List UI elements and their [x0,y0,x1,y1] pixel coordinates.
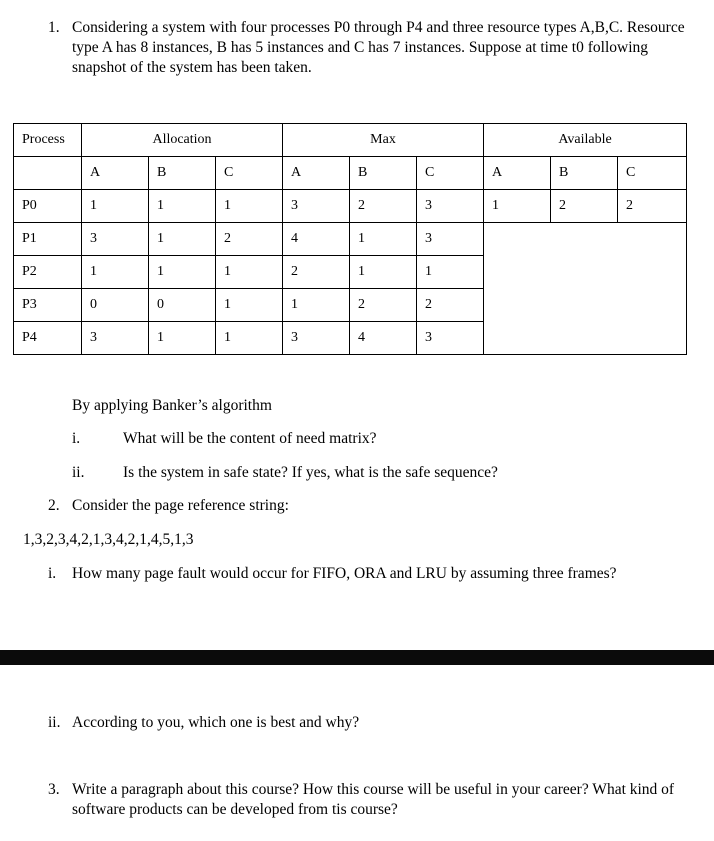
subheader-available-b: B [551,157,618,190]
question-2-sub-1-label: i. [48,565,57,582]
max-cell: 1 [350,223,417,256]
max-cell: 2 [350,289,417,322]
process-cell: P3 [14,289,82,322]
allocation-cell: 0 [149,289,216,322]
process-cell: P4 [14,322,82,355]
allocation-cell: 1 [216,289,283,322]
max-cell: 3 [417,190,484,223]
max-cell: 1 [283,289,350,322]
process-cell: P2 [14,256,82,289]
question-1-text: Considering a system with four processes P0 through P4 and three resource types A,B,C. Resource type A has 8 instances, B has 5 instances and C has 7 instances. Suppose at time t0 following snapshot of the system has been taken. [72,19,685,76]
subheader-max-a: A [283,157,350,190]
bankers-item-2-text: Is the system in safe state? If yes, what is the safe sequence? [123,464,498,481]
table-row [14,223,687,256]
bankers-item-1-label: i. [72,430,81,447]
subheader-max-b: B [350,157,417,190]
allocation-cell: 1 [216,322,283,355]
subheader-max-c: C [417,157,484,190]
resource-table [13,123,687,355]
allocation-cell: 2 [216,223,283,256]
allocation-cell: 0 [82,289,149,322]
table-header-row [14,124,687,157]
subheader-allocation-c: C [216,157,283,190]
header-available: Available [484,124,687,157]
max-cell: 3 [283,190,350,223]
table-subheader-row [14,157,687,190]
max-cell: 1 [350,256,417,289]
subheader-available-a: A [484,157,551,190]
max-cell: 4 [283,223,350,256]
allocation-cell: 1 [216,256,283,289]
question-2-sub-1-text: How many page fault would occur for FIFO, ORA and LRU by assuming three frames? [72,565,617,582]
allocation-cell: 1 [216,190,283,223]
table-row [14,190,687,223]
question-2-sub-2-label: ii. [48,714,61,731]
allocation-cell: 3 [82,322,149,355]
page-divider-bar [0,650,714,665]
available-cell-c: 2 [618,190,687,223]
max-cell: 2 [350,190,417,223]
page-reference-string: 1,3,2,3,4,2,1,3,4,2,1,4,5,1,3 [23,531,194,548]
question-2-text: Consider the page reference string: [72,497,289,514]
question-3-number: 3. [48,781,60,798]
allocation-cell: 1 [149,256,216,289]
allocation-cell: 1 [82,256,149,289]
header-allocation: Allocation [82,124,283,157]
max-cell: 4 [350,322,417,355]
allocation-cell: 3 [82,223,149,256]
subheader-allocation-a: A [82,157,149,190]
bankers-item-1-text: What will be the content of need matrix? [123,430,377,447]
subheader-empty [14,157,82,190]
question-2-sub-2-text: According to you, which one is best and why? [72,714,360,731]
max-cell: 3 [283,322,350,355]
process-cell: P0 [14,190,82,223]
max-cell: 3 [417,322,484,355]
subheader-available-c: C [618,157,687,190]
available-cell-a: 1 [484,190,551,223]
max-cell: 2 [283,256,350,289]
allocation-cell: 1 [82,190,149,223]
question-2-number: 2. [48,497,60,514]
allocation-cell: 1 [149,322,216,355]
question-3-text: Write a paragraph about this course? How this course will be useful in your career? What kind of software products can be developed from tis course? [72,781,675,818]
bankers-item-2-label: ii. [72,464,85,481]
available-empty-area [484,223,687,355]
process-cell: P1 [14,223,82,256]
bankers-intro: By applying Banker’s algorithm [72,397,272,414]
header-process: Process [14,124,82,157]
available-cell-b: 2 [551,190,618,223]
allocation-cell: 1 [149,223,216,256]
question-1-number: 1. [48,19,60,36]
allocation-cell: 1 [149,190,216,223]
max-cell: 3 [417,223,484,256]
subheader-allocation-b: B [149,157,216,190]
header-max: Max [283,124,484,157]
max-cell: 1 [417,256,484,289]
max-cell: 2 [417,289,484,322]
